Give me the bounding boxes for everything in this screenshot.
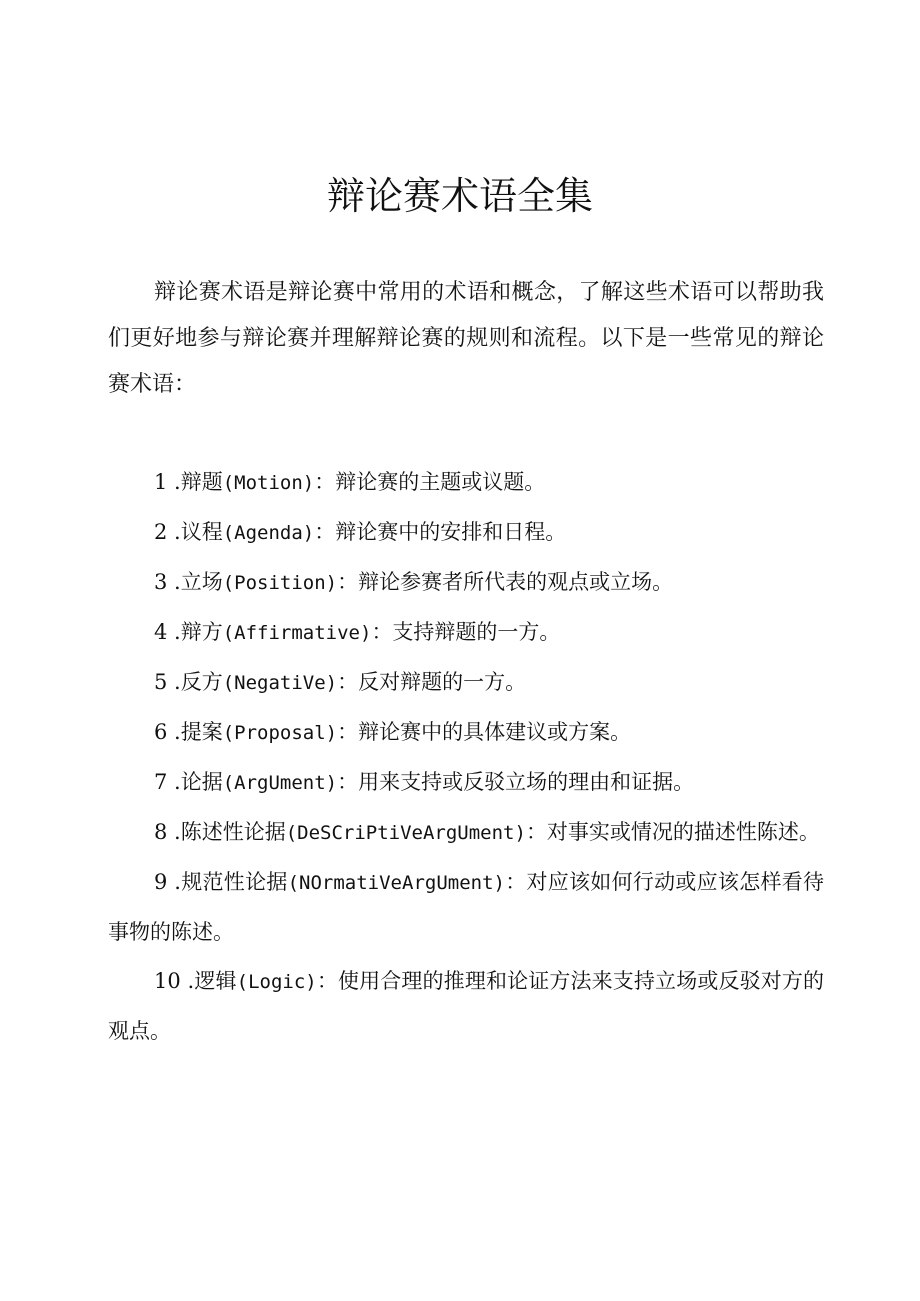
term-definition: ：辩论赛中的具体建议或方案。 bbox=[337, 720, 632, 744]
term-name: 辩方 bbox=[180, 620, 223, 644]
term-english: (NegatiVe) bbox=[222, 672, 338, 694]
term-item bbox=[108, 758, 824, 808]
term-definition: ：辩论赛中的安排和日程。 bbox=[314, 520, 567, 544]
term-name: 提案 bbox=[180, 720, 223, 744]
term-definition: ：使用合理的推理和论证方法来支持立场或反驳对方的观点。 bbox=[108, 969, 825, 1043]
term-english: (Agenda) bbox=[222, 522, 315, 544]
document-title: 辩论赛术语全集 bbox=[326, 174, 593, 218]
term-item bbox=[108, 858, 824, 957]
item-number: 10 . bbox=[154, 969, 195, 993]
term-english: (Logic) bbox=[236, 971, 317, 993]
item-number: 4 . bbox=[154, 620, 181, 644]
term-name: 陈述性论据 bbox=[180, 820, 286, 844]
term-definition: ：辩论参赛者所代表的观点或立场。 bbox=[337, 570, 674, 594]
term-name: 规范性论据 bbox=[180, 870, 288, 894]
term-definition: ：反对辩题的一方。 bbox=[337, 670, 527, 694]
term-name: 反方 bbox=[180, 670, 223, 694]
term-definition: ：用来支持或反驳立场的理由和证据。 bbox=[337, 770, 695, 794]
item-number: 2 . bbox=[154, 520, 181, 544]
item-number: 7 . bbox=[154, 770, 181, 794]
term-item bbox=[108, 658, 824, 708]
item-number: 8 . bbox=[154, 820, 181, 844]
item-number: 1 . bbox=[154, 470, 181, 494]
term-english: (Position) bbox=[222, 572, 338, 594]
term-english: (Proposal) bbox=[222, 722, 338, 744]
term-item bbox=[108, 458, 824, 508]
term-item bbox=[108, 508, 824, 558]
intro-paragraph: 辩论赛术语是辩论赛中常用的术语和概念，了解这些术语可以帮助我们更好地参与辩论赛并理解辩论赛的规则和流程。以下是一些常见的辩论赛术语： bbox=[108, 280, 824, 397]
term-item bbox=[108, 608, 824, 658]
term-name: 论据 bbox=[180, 770, 223, 794]
term-english: (DeSCriPtiVeArgUment) bbox=[285, 822, 526, 844]
item-number: 5 . bbox=[154, 670, 181, 694]
term-item bbox=[108, 558, 824, 608]
term-name: 辩题 bbox=[180, 470, 223, 494]
term-english: (NOrmatiVeArgUment) bbox=[287, 872, 505, 894]
item-number: 9 . bbox=[154, 870, 181, 894]
term-definition: ：支持辩题的一方。 bbox=[371, 620, 561, 644]
term-english: (Affirmative) bbox=[222, 622, 372, 644]
term-definition: ：对事实或情况的描述性陈述。 bbox=[525, 820, 820, 844]
term-item bbox=[108, 708, 824, 758]
item-number: 6 . bbox=[154, 720, 181, 744]
term-name: 立场 bbox=[180, 570, 223, 594]
term-item bbox=[108, 957, 824, 1056]
term-name: 逻辑 bbox=[194, 969, 237, 993]
term-item bbox=[108, 808, 824, 858]
term-english: (ArgUment) bbox=[222, 772, 338, 794]
term-list bbox=[108, 458, 824, 1056]
term-definition: ：辩论赛的主题或议题。 bbox=[314, 470, 546, 494]
term-name: 议程 bbox=[180, 520, 223, 544]
item-number: 3 . bbox=[154, 570, 181, 594]
term-definition: ：对应该如何行动或应该怎样看待事物的陈述。 bbox=[108, 870, 825, 944]
term-english: (Motion) bbox=[222, 472, 315, 494]
